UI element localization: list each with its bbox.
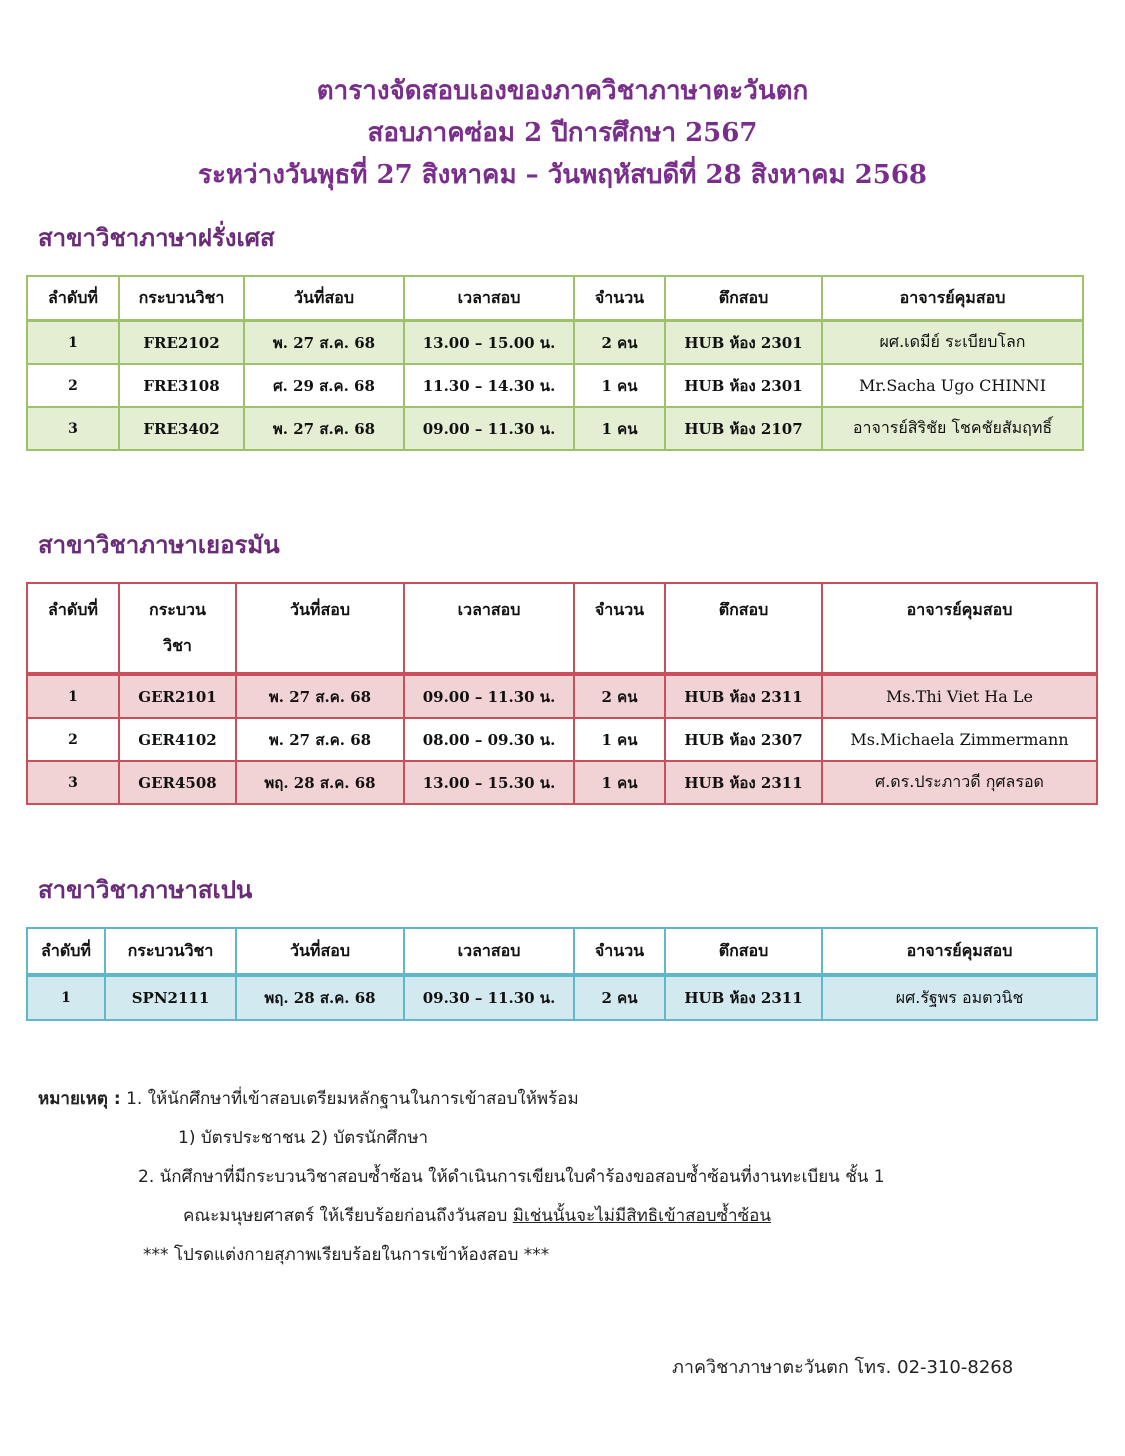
header-proctor: อาจารย์คุมสอบ [822,928,1097,975]
header-time: เวลาสอบ [404,276,574,321]
cell-proctor: อาจารย์สิริชัย โชคชัยสัมฤทธิ์ [822,407,1083,450]
footer-contact: ภาควิชาภาษาตะวันตก โทร. 02-310-8268 [672,1357,1014,1378]
cell-room: HUB ห้อง 2301 [665,364,822,407]
cell-room: HUB ห้อง 2307 [665,718,822,761]
cell-date: พฤ. 28 ส.ค. 68 [236,975,404,1020]
cell-room: HUB ห้อง 2301 [665,321,822,365]
header-building: ตึกสอบ [665,583,822,674]
header-count: จำนวน [574,583,665,674]
notes-label: หมายเหตุ : [38,1089,121,1109]
header-course-part2: วิชา [163,636,192,655]
cell-order: 2 [27,364,119,407]
header-date: วันที่สอบ [244,276,404,321]
cell-room: HUB ห้อง 2107 [665,407,822,450]
table-header-row [27,928,1097,975]
cell-time: 13.00 – 15.00 น. [404,321,574,365]
table-row [27,407,1083,450]
spanish-exam-table [26,927,1098,1021]
cell-time: 09.30 – 11.30 น. [404,975,574,1020]
german-section-heading: สาขาวิชาภาษาเยอรมัน [38,530,280,559]
table-row [27,321,1083,365]
spanish-section-heading: สาขาวิชาภาษาสเปน [38,875,253,904]
note-dress-code: *** โปรดแต่งกายสุภาพเรียบร้อยในการเข้าห้องสอบ *** [143,1245,550,1265]
cell-order: 1 [27,975,105,1020]
cell-count: 1 คน [574,407,665,450]
cell-time: 13.00 – 15.30 น. [404,761,574,804]
cell-order: 2 [27,718,119,761]
cell-course: GER4102 [119,718,236,761]
header-proctor: อาจารย์คุมสอบ [822,276,1083,321]
header-proctor: อาจารย์คุมสอบ [822,583,1097,674]
table-row [27,761,1097,804]
table-row [27,975,1097,1020]
table-row [27,364,1083,407]
cell-time: 11.30 – 14.30 น. [404,364,574,407]
cell-order: 1 [27,674,119,718]
cell-course: GER4508 [119,761,236,804]
note-item-2-warning: มิเช่นนั้นจะไม่มีสิทธิเข้าสอบซ้ำซ้อน [512,1206,771,1226]
document-title [0,70,1125,196]
table-row [27,718,1097,761]
cell-time: 08.00 – 09.30 น. [404,718,574,761]
cell-count: 1 คน [574,718,665,761]
header-course: กระบวนวิชา [105,928,236,975]
cell-course: FRE3108 [119,364,244,407]
cell-count: 1 คน [574,761,665,804]
cell-proctor: ศ.ดร.ประภาวดี กุศลรอด [822,761,1097,804]
title-line-3: ระหว่างวันพุธที่ 27 สิงหาคม – วันพฤหัสบดีที่ 28 สิงหาคม 2568 [197,160,928,190]
cell-date: พ. 27 ส.ค. 68 [244,407,404,450]
cell-time: 09.00 – 11.30 น. [404,674,574,718]
cell-date: พ. 27 ส.ค. 68 [244,321,404,365]
cell-course: FRE3402 [119,407,244,450]
header-course [119,583,236,674]
cell-date: พ. 27 ส.ค. 68 [236,718,404,761]
french-section-heading: สาขาวิชาภาษาฝรั่งเศส [38,223,275,252]
header-building: ตึกสอบ [665,928,822,975]
title-line-1: ตารางจัดสอบเองของภาควิชาภาษาตะวันตก [316,76,809,106]
table-header-row [27,276,1083,321]
cell-room: HUB ห้อง 2311 [665,761,822,804]
french-exam-table [26,275,1084,451]
cell-date: ศ. 29 ส.ค. 68 [244,364,404,407]
german-exam-table [26,582,1098,805]
cell-room: HUB ห้อง 2311 [665,674,822,718]
cell-count: 2 คน [574,674,665,718]
note-item-1-sub: 1) บัตรประชาชน 2) บัตรนักศึกษา [178,1128,429,1148]
cell-count: 1 คน [574,364,665,407]
cell-order: 1 [27,321,119,365]
header-course-part1: กระบวน [149,600,206,619]
header-order: ลำดับที่ [27,583,119,674]
header-date: วันที่สอบ [236,928,404,975]
header-count: จำนวน [574,276,665,321]
notes-block [38,1080,1088,1275]
cell-order: 3 [27,407,119,450]
cell-date: พ. 27 ส.ค. 68 [236,674,404,718]
cell-room: HUB ห้อง 2311 [665,975,822,1020]
cell-proctor: Mr.Sacha Ugo CHINNI [822,364,1083,407]
table-row [27,674,1097,718]
cell-proctor: ผศ.รัฐพร อมตวนิช [822,975,1097,1020]
cell-proctor: ผศ.เดมีย์ ระเบียบโลก [822,321,1083,365]
header-order: ลำดับที่ [27,928,105,975]
cell-count: 2 คน [574,321,665,365]
note-item-2: 2. นักศึกษาที่มีกระบวนวิชาสอบซ้ำซ้อน ให้ดำเนินการเขียนใบคำร้องขอสอบซ้ำซ้อนที่งานทะเบียน ชั้น 1 [138,1167,885,1187]
cell-date: พฤ. 28 ส.ค. 68 [236,761,404,804]
header-course: กระบวนวิชา [119,276,244,321]
cell-course: GER2101 [119,674,236,718]
header-order: ลำดับที่ [27,276,119,321]
note-item-1-text: 1. ให้นักศึกษาที่เข้าสอบเตรียมหลักฐานในการเข้าสอบให้พร้อม [126,1089,579,1109]
header-time: เวลาสอบ [404,928,574,975]
cell-time: 09.00 – 11.30 น. [404,407,574,450]
cell-proctor: Ms.Michaela Zimmermann [822,718,1097,761]
cell-order: 3 [27,761,119,804]
header-count: จำนวน [574,928,665,975]
header-time: เวลาสอบ [404,583,574,674]
table-header-row [27,583,1097,674]
note-item-2-cont [38,1197,1088,1236]
note-item-1 [38,1080,1088,1119]
cell-course: SPN2111 [105,975,236,1020]
title-line-2: สอบภาคซ่อม 2 ปีการศึกษา 2567 [367,118,758,148]
cell-course: FRE2102 [119,321,244,365]
note-item-2-cont-text: คณะมนุษยศาสตร์ ให้เรียบร้อยก่อนถึงวันสอบ [183,1206,508,1226]
cell-proctor: Ms.Thi Viet Ha Le [822,674,1097,718]
header-date: วันที่สอบ [236,583,404,674]
header-building: ตึกสอบ [665,276,822,321]
cell-count: 2 คน [574,975,665,1020]
